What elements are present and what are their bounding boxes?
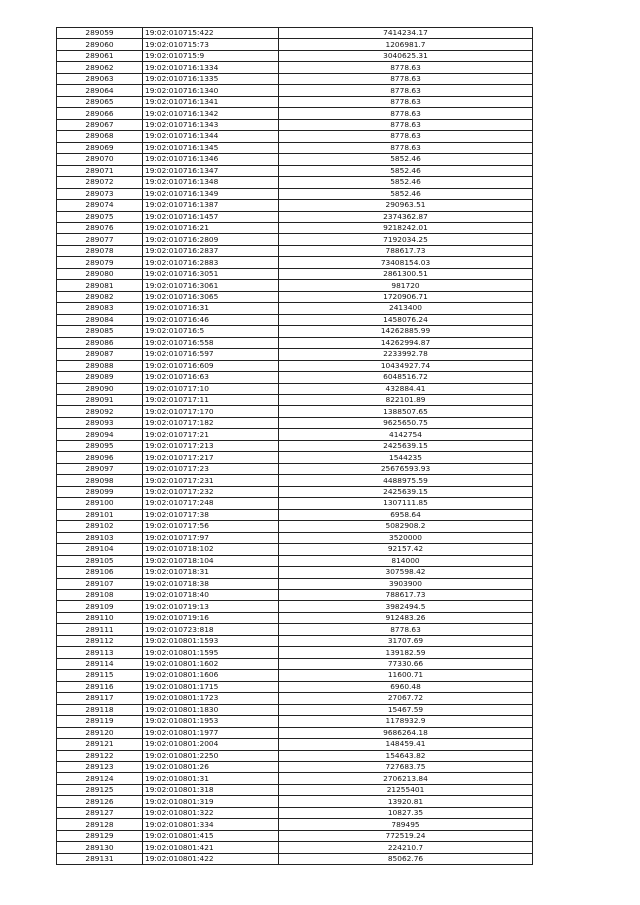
table-row bbox=[57, 670, 533, 681]
cadastral-number-cell: 19:02:010716:31 bbox=[143, 303, 279, 314]
amount-cell: 789495 bbox=[279, 819, 533, 830]
row-number-cell: 289076 bbox=[57, 222, 143, 233]
table-row bbox=[57, 704, 533, 715]
amount-cell: 13920.81 bbox=[279, 796, 533, 807]
amount-cell: 307598.42 bbox=[279, 567, 533, 578]
table-row bbox=[57, 830, 533, 841]
row-number-cell: 289065 bbox=[57, 96, 143, 107]
cadastral-number-cell: 19:02:010801:31 bbox=[143, 773, 279, 784]
amount-cell: 3520000 bbox=[279, 532, 533, 543]
table-row bbox=[57, 532, 533, 543]
cadastral-number-cell: 19:02:010801:1593 bbox=[143, 635, 279, 646]
row-number-cell: 289108 bbox=[57, 589, 143, 600]
row-number-cell: 289087 bbox=[57, 349, 143, 360]
row-number-cell: 289073 bbox=[57, 188, 143, 199]
row-number-cell: 289098 bbox=[57, 475, 143, 486]
cadastral-number-cell: 19:02:010716:3051 bbox=[143, 268, 279, 279]
row-number-cell: 289086 bbox=[57, 337, 143, 348]
cadastral-number-cell: 19:02:010801:1606 bbox=[143, 670, 279, 681]
cadastral-number-cell: 19:02:010717:170 bbox=[143, 406, 279, 417]
table-row bbox=[57, 727, 533, 738]
table-row bbox=[57, 337, 533, 348]
cadastral-number-cell: 19:02:010716:1344 bbox=[143, 131, 279, 142]
row-number-cell: 289078 bbox=[57, 245, 143, 256]
amount-cell: 5852.46 bbox=[279, 165, 533, 176]
cadastral-number-cell: 19:02:010717:11 bbox=[143, 395, 279, 406]
row-number-cell: 289091 bbox=[57, 395, 143, 406]
table-row bbox=[57, 475, 533, 486]
cadastral-number-cell: 19:02:010715:422 bbox=[143, 28, 279, 39]
row-number-cell: 289060 bbox=[57, 39, 143, 50]
row-number-cell: 289122 bbox=[57, 750, 143, 761]
row-number-cell: 289085 bbox=[57, 326, 143, 337]
cadastral-number-cell: 19:02:010716:1341 bbox=[143, 96, 279, 107]
cadastral-number-cell: 19:02:010716:3065 bbox=[143, 291, 279, 302]
table-row bbox=[57, 39, 533, 50]
cadastral-number-cell: 19:02:010717:10 bbox=[143, 383, 279, 394]
amount-cell: 981720 bbox=[279, 280, 533, 291]
row-number-cell: 289059 bbox=[57, 28, 143, 39]
amount-cell: 822101.89 bbox=[279, 395, 533, 406]
cadastral-number-cell: 19:02:010716:63 bbox=[143, 372, 279, 383]
cadastral-number-cell: 19:02:010801:2004 bbox=[143, 739, 279, 750]
row-number-cell: 289075 bbox=[57, 211, 143, 222]
cadastral-number-cell: 19:02:010801:1953 bbox=[143, 716, 279, 727]
amount-cell: 6958.64 bbox=[279, 509, 533, 520]
table-row bbox=[57, 142, 533, 153]
row-number-cell: 289080 bbox=[57, 268, 143, 279]
amount-cell: 9625650.75 bbox=[279, 417, 533, 428]
table-row bbox=[57, 762, 533, 773]
table-row bbox=[57, 819, 533, 830]
table-row bbox=[57, 555, 533, 566]
cadastral-number-cell: 19:02:010801:421 bbox=[143, 842, 279, 853]
amount-cell: 6960.48 bbox=[279, 681, 533, 692]
row-number-cell: 289103 bbox=[57, 532, 143, 543]
cadastral-number-cell: 19:02:010716:5 bbox=[143, 326, 279, 337]
cadastral-number-cell: 19:02:010717:217 bbox=[143, 452, 279, 463]
cadastral-number-cell: 19:02:010716:3061 bbox=[143, 280, 279, 291]
amount-cell: 1307111.85 bbox=[279, 498, 533, 509]
amount-cell: 4488975.59 bbox=[279, 475, 533, 486]
table-row bbox=[57, 245, 533, 256]
cadastral-number-cell: 19:02:010801:415 bbox=[143, 830, 279, 841]
table-row bbox=[57, 314, 533, 325]
table-row bbox=[57, 154, 533, 165]
cadastral-number-cell: 19:02:010801:1977 bbox=[143, 727, 279, 738]
cadastral-number-cell: 19:02:010715:73 bbox=[143, 39, 279, 50]
row-number-cell: 289101 bbox=[57, 509, 143, 520]
table-row bbox=[57, 73, 533, 84]
row-number-cell: 289084 bbox=[57, 314, 143, 325]
row-number-cell: 289066 bbox=[57, 108, 143, 119]
row-number-cell: 289069 bbox=[57, 142, 143, 153]
cadastral-number-cell: 19:02:010717:23 bbox=[143, 463, 279, 474]
table-row bbox=[57, 589, 533, 600]
cadastral-number-cell: 19:02:010716:1347 bbox=[143, 165, 279, 176]
table-row bbox=[57, 567, 533, 578]
amount-cell: 148459.41 bbox=[279, 739, 533, 750]
cadastral-number-cell: 19:02:010801:1595 bbox=[143, 647, 279, 658]
table-row bbox=[57, 406, 533, 417]
amount-cell: 25676593.93 bbox=[279, 463, 533, 474]
table-row bbox=[57, 635, 533, 646]
table-row bbox=[57, 28, 533, 39]
table-row bbox=[57, 842, 533, 853]
cadastral-number-cell: 19:02:010717:182 bbox=[143, 417, 279, 428]
table-row bbox=[57, 177, 533, 188]
cadastral-number-cell: 19:02:010716:1387 bbox=[143, 200, 279, 211]
row-number-cell: 289106 bbox=[57, 567, 143, 578]
amount-cell: 10827.35 bbox=[279, 807, 533, 818]
table-row bbox=[57, 693, 533, 704]
cadastral-number-cell: 19:02:010716:1335 bbox=[143, 73, 279, 84]
table-row bbox=[57, 291, 533, 302]
cadastral-number-cell: 19:02:010801:1602 bbox=[143, 658, 279, 669]
row-number-cell: 289118 bbox=[57, 704, 143, 715]
table-row bbox=[57, 211, 533, 222]
amount-cell: 73408154.03 bbox=[279, 257, 533, 268]
cadastral-number-cell: 19:02:010717:97 bbox=[143, 532, 279, 543]
amount-cell: 4142754 bbox=[279, 429, 533, 440]
amount-cell: 2861300.51 bbox=[279, 268, 533, 279]
table-row bbox=[57, 280, 533, 291]
row-number-cell: 289113 bbox=[57, 647, 143, 658]
row-number-cell: 289074 bbox=[57, 200, 143, 211]
table-row bbox=[57, 417, 533, 428]
row-number-cell: 289128 bbox=[57, 819, 143, 830]
row-number-cell: 289112 bbox=[57, 635, 143, 646]
amount-cell: 5852.46 bbox=[279, 177, 533, 188]
row-number-cell: 289072 bbox=[57, 177, 143, 188]
table-row bbox=[57, 108, 533, 119]
amount-cell: 912483.26 bbox=[279, 612, 533, 623]
table-row bbox=[57, 268, 533, 279]
cadastral-number-cell: 19:02:010716:1343 bbox=[143, 119, 279, 130]
amount-cell: 5852.46 bbox=[279, 188, 533, 199]
cadastral-number-cell: 19:02:010801:1830 bbox=[143, 704, 279, 715]
row-number-cell: 289131 bbox=[57, 853, 143, 864]
table-row bbox=[57, 681, 533, 692]
amount-cell: 92157.42 bbox=[279, 544, 533, 555]
cadastral-number-cell: 19:02:010801:26 bbox=[143, 762, 279, 773]
amount-cell: 154643.82 bbox=[279, 750, 533, 761]
cadastral-number-cell: 19:02:010717:213 bbox=[143, 440, 279, 451]
amount-cell: 3040625.31 bbox=[279, 50, 533, 61]
amount-cell: 5852.46 bbox=[279, 154, 533, 165]
amount-cell: 2233992.78 bbox=[279, 349, 533, 360]
row-number-cell: 289109 bbox=[57, 601, 143, 612]
amount-cell: 6048516.72 bbox=[279, 372, 533, 383]
row-number-cell: 289090 bbox=[57, 383, 143, 394]
amount-cell: 772519.24 bbox=[279, 830, 533, 841]
table-row bbox=[57, 624, 533, 635]
amount-cell: 2425639.15 bbox=[279, 486, 533, 497]
amount-cell: 9686264.18 bbox=[279, 727, 533, 738]
row-number-cell: 289092 bbox=[57, 406, 143, 417]
amount-cell: 8778.63 bbox=[279, 131, 533, 142]
amount-cell: 31707.69 bbox=[279, 635, 533, 646]
row-number-cell: 289100 bbox=[57, 498, 143, 509]
table-row bbox=[57, 257, 533, 268]
table-row bbox=[57, 452, 533, 463]
cadastral-number-cell: 19:02:010716:1345 bbox=[143, 142, 279, 153]
row-number-cell: 289110 bbox=[57, 612, 143, 623]
amount-cell: 1544235 bbox=[279, 452, 533, 463]
cadastral-number-cell: 19:02:010718:40 bbox=[143, 589, 279, 600]
amount-cell: 15467.59 bbox=[279, 704, 533, 715]
amount-cell: 788617.73 bbox=[279, 589, 533, 600]
amount-cell: 10434927.74 bbox=[279, 360, 533, 371]
amount-cell: 139182.59 bbox=[279, 647, 533, 658]
table-row bbox=[57, 165, 533, 176]
amount-cell: 8778.63 bbox=[279, 85, 533, 96]
cadastral-number-cell: 19:02:010716:21 bbox=[143, 222, 279, 233]
row-number-cell: 289070 bbox=[57, 154, 143, 165]
cadastral-number-cell: 19:02:010716:2883 bbox=[143, 257, 279, 268]
row-number-cell: 289083 bbox=[57, 303, 143, 314]
row-number-cell: 289111 bbox=[57, 624, 143, 635]
table-row bbox=[57, 544, 533, 555]
row-number-cell: 289097 bbox=[57, 463, 143, 474]
amount-cell: 1388507.65 bbox=[279, 406, 533, 417]
cadastral-number-cell: 19:02:010719:16 bbox=[143, 612, 279, 623]
cadastral-number-cell: 19:02:010716:1334 bbox=[143, 62, 279, 73]
amount-cell: 290963.51 bbox=[279, 200, 533, 211]
table-row bbox=[57, 222, 533, 233]
row-number-cell: 289067 bbox=[57, 119, 143, 130]
amount-cell: 8778.63 bbox=[279, 624, 533, 635]
amount-cell: 1458076.24 bbox=[279, 314, 533, 325]
table-body bbox=[57, 28, 533, 865]
row-number-cell: 289081 bbox=[57, 280, 143, 291]
table-row bbox=[57, 119, 533, 130]
row-number-cell: 289115 bbox=[57, 670, 143, 681]
table-row bbox=[57, 62, 533, 73]
amount-cell: 8778.63 bbox=[279, 108, 533, 119]
row-number-cell: 289114 bbox=[57, 658, 143, 669]
table-row bbox=[57, 234, 533, 245]
cadastral-number-cell: 19:02:010717:248 bbox=[143, 498, 279, 509]
row-number-cell: 289071 bbox=[57, 165, 143, 176]
table-row bbox=[57, 486, 533, 497]
amount-cell: 11600.71 bbox=[279, 670, 533, 681]
amount-cell: 27067.72 bbox=[279, 693, 533, 704]
amount-cell: 727683.75 bbox=[279, 762, 533, 773]
table-row bbox=[57, 349, 533, 360]
cadastral-number-cell: 19:02:010801:334 bbox=[143, 819, 279, 830]
data-table bbox=[56, 27, 533, 865]
row-number-cell: 289063 bbox=[57, 73, 143, 84]
row-number-cell: 289096 bbox=[57, 452, 143, 463]
row-number-cell: 289126 bbox=[57, 796, 143, 807]
cadastral-number-cell: 19:02:010716:46 bbox=[143, 314, 279, 325]
amount-cell: 2425639.15 bbox=[279, 440, 533, 451]
amount-cell: 788617.73 bbox=[279, 245, 533, 256]
amount-cell: 8778.63 bbox=[279, 119, 533, 130]
cadastral-number-cell: 19:02:010718:104 bbox=[143, 555, 279, 566]
table-row bbox=[57, 440, 533, 451]
row-number-cell: 289105 bbox=[57, 555, 143, 566]
row-number-cell: 289120 bbox=[57, 727, 143, 738]
row-number-cell: 289064 bbox=[57, 85, 143, 96]
table-row bbox=[57, 521, 533, 532]
table-row bbox=[57, 395, 533, 406]
cadastral-number-cell: 19:02:010716:1346 bbox=[143, 154, 279, 165]
row-number-cell: 289089 bbox=[57, 372, 143, 383]
cadastral-number-cell: 19:02:010716:1348 bbox=[143, 177, 279, 188]
row-number-cell: 289107 bbox=[57, 578, 143, 589]
cadastral-number-cell: 19:02:010716:597 bbox=[143, 349, 279, 360]
row-number-cell: 289121 bbox=[57, 739, 143, 750]
amount-cell: 3903900 bbox=[279, 578, 533, 589]
row-number-cell: 289129 bbox=[57, 830, 143, 841]
cadastral-number-cell: 19:02:010801:1715 bbox=[143, 681, 279, 692]
amount-cell: 7192034.25 bbox=[279, 234, 533, 245]
row-number-cell: 289104 bbox=[57, 544, 143, 555]
cadastral-number-cell: 19:02:010718:31 bbox=[143, 567, 279, 578]
table-row bbox=[57, 807, 533, 818]
row-number-cell: 289119 bbox=[57, 716, 143, 727]
row-number-cell: 289079 bbox=[57, 257, 143, 268]
amount-cell: 814000 bbox=[279, 555, 533, 566]
table-row bbox=[57, 578, 533, 589]
row-number-cell: 289062 bbox=[57, 62, 143, 73]
amount-cell: 77330.66 bbox=[279, 658, 533, 669]
amount-cell: 5082908.2 bbox=[279, 521, 533, 532]
cadastral-number-cell: 19:02:010717:232 bbox=[143, 486, 279, 497]
table-row bbox=[57, 647, 533, 658]
table-row bbox=[57, 498, 533, 509]
amount-cell: 1206981.7 bbox=[279, 39, 533, 50]
cadastral-number-cell: 19:02:010801:422 bbox=[143, 853, 279, 864]
row-number-cell: 289095 bbox=[57, 440, 143, 451]
table-row bbox=[57, 372, 533, 383]
cadastral-number-cell: 19:02:010716:1340 bbox=[143, 85, 279, 96]
cadastral-number-cell: 19:02:010717:56 bbox=[143, 521, 279, 532]
table-row bbox=[57, 509, 533, 520]
cadastral-number-cell: 19:02:010717:231 bbox=[143, 475, 279, 486]
cadastral-number-cell: 19:02:010716:1457 bbox=[143, 211, 279, 222]
table-row bbox=[57, 303, 533, 314]
amount-cell: 2706213.84 bbox=[279, 773, 533, 784]
table-row bbox=[57, 360, 533, 371]
amount-cell: 8778.63 bbox=[279, 96, 533, 107]
table-row bbox=[57, 188, 533, 199]
table-row bbox=[57, 612, 533, 623]
cadastral-number-cell: 19:02:010716:2809 bbox=[143, 234, 279, 245]
row-number-cell: 289123 bbox=[57, 762, 143, 773]
cadastral-number-cell: 19:02:010801:1723 bbox=[143, 693, 279, 704]
table-row bbox=[57, 853, 533, 864]
amount-cell: 9218242.01 bbox=[279, 222, 533, 233]
row-number-cell: 289116 bbox=[57, 681, 143, 692]
row-number-cell: 289082 bbox=[57, 291, 143, 302]
amount-cell: 8778.63 bbox=[279, 62, 533, 73]
table-row bbox=[57, 739, 533, 750]
amount-cell: 8778.63 bbox=[279, 73, 533, 84]
cadastral-number-cell: 19:02:010801:319 bbox=[143, 796, 279, 807]
row-number-cell: 289127 bbox=[57, 807, 143, 818]
table-row bbox=[57, 716, 533, 727]
cadastral-number-cell: 19:02:010716:1349 bbox=[143, 188, 279, 199]
row-number-cell: 289061 bbox=[57, 50, 143, 61]
amount-cell: 14262885.99 bbox=[279, 326, 533, 337]
table-row bbox=[57, 85, 533, 96]
cadastral-number-cell: 19:02:010801:318 bbox=[143, 784, 279, 795]
amount-cell: 21255401 bbox=[279, 784, 533, 795]
row-number-cell: 289130 bbox=[57, 842, 143, 853]
cadastral-number-cell: 19:02:010716:558 bbox=[143, 337, 279, 348]
table-row bbox=[57, 429, 533, 440]
row-number-cell: 289099 bbox=[57, 486, 143, 497]
table-row bbox=[57, 463, 533, 474]
row-number-cell: 289094 bbox=[57, 429, 143, 440]
cadastral-number-cell: 19:02:010801:322 bbox=[143, 807, 279, 818]
row-number-cell: 289068 bbox=[57, 131, 143, 142]
table-row bbox=[57, 200, 533, 211]
table-row bbox=[57, 131, 533, 142]
row-number-cell: 289102 bbox=[57, 521, 143, 532]
table-row bbox=[57, 326, 533, 337]
row-number-cell: 289077 bbox=[57, 234, 143, 245]
table-row bbox=[57, 796, 533, 807]
table-row bbox=[57, 601, 533, 612]
amount-cell: 224210.7 bbox=[279, 842, 533, 853]
table-row bbox=[57, 750, 533, 761]
cadastral-number-cell: 19:02:010717:21 bbox=[143, 429, 279, 440]
cadastral-number-cell: 19:02:010718:38 bbox=[143, 578, 279, 589]
cadastral-number-cell: 19:02:010723:818 bbox=[143, 624, 279, 635]
amount-cell: 2413400 bbox=[279, 303, 533, 314]
cadastral-number-cell: 19:02:010716:609 bbox=[143, 360, 279, 371]
table-row bbox=[57, 784, 533, 795]
cadastral-number-cell: 19:02:010801:2250 bbox=[143, 750, 279, 761]
table-row bbox=[57, 658, 533, 669]
amount-cell: 85062.76 bbox=[279, 853, 533, 864]
cadastral-number-cell: 19:02:010716:2837 bbox=[143, 245, 279, 256]
table-row bbox=[57, 773, 533, 784]
cadastral-number-cell: 19:02:010716:1342 bbox=[143, 108, 279, 119]
row-number-cell: 289093 bbox=[57, 417, 143, 428]
row-number-cell: 289088 bbox=[57, 360, 143, 371]
amount-cell: 3982494.5 bbox=[279, 601, 533, 612]
cadastral-number-cell: 19:02:010718:102 bbox=[143, 544, 279, 555]
table-row bbox=[57, 383, 533, 394]
amount-cell: 7414234.17 bbox=[279, 28, 533, 39]
row-number-cell: 289117 bbox=[57, 693, 143, 704]
cadastral-number-cell: 19:02:010717:38 bbox=[143, 509, 279, 520]
table-row bbox=[57, 96, 533, 107]
amount-cell: 8778.63 bbox=[279, 142, 533, 153]
amount-cell: 14262994.87 bbox=[279, 337, 533, 348]
amount-cell: 432884.41 bbox=[279, 383, 533, 394]
amount-cell: 2374362.87 bbox=[279, 211, 533, 222]
table-row bbox=[57, 50, 533, 61]
cadastral-number-cell: 19:02:010715:9 bbox=[143, 50, 279, 61]
cadastral-number-cell: 19:02:010719:13 bbox=[143, 601, 279, 612]
amount-cell: 1178932.9 bbox=[279, 716, 533, 727]
row-number-cell: 289125 bbox=[57, 784, 143, 795]
row-number-cell: 289124 bbox=[57, 773, 143, 784]
amount-cell: 1720906.71 bbox=[279, 291, 533, 302]
